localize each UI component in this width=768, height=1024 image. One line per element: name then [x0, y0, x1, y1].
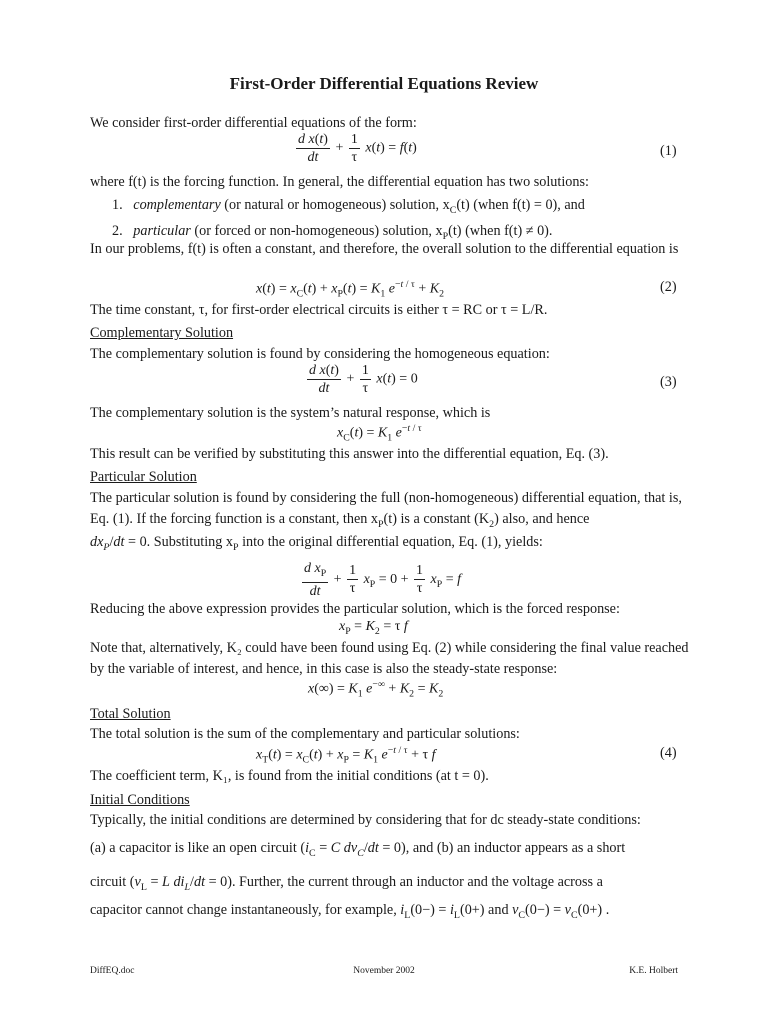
initial-text-1: Typically, the initial conditions are determined by considering that for dc steady-state conditions:	[90, 812, 641, 828]
equation-3-number: (3)	[660, 374, 677, 390]
particular-text-3: Reducing the above expression provides the particular solution, which is the forced response:	[90, 601, 620, 617]
footer-date: November 2002	[353, 966, 415, 976]
time-constant-text: The time constant, τ, for first-order electrical circuits is either τ = RC or τ = L/R.	[90, 302, 548, 318]
initial-text-2: (a) a capacitor is like an open circuit ($i_C = C$ $dv_C/dt = 0$), and (b) an inductor appears as a short	[90, 840, 626, 859]
heading-initial-conditions: Initial Conditions	[90, 792, 190, 808]
total-text-1: The total solution is the sum of the complementary and particular solutions:	[90, 726, 520, 742]
initial-text-4: capacitor cannot change instantaneously, for example, $i_L(0-) = i_L(0+)$ and $v_C(0-) = v_C(0+)$ .	[90, 902, 610, 921]
intro-text: We consider first-order differential equations of the form:	[90, 115, 417, 131]
equation-4: $x_T(t) = x_C(t) + x_P = K_1$ $e^{-t / \tau} + \tau$ f	[256, 745, 436, 766]
list-item: 2. particular (or forced or non-homogeneous) solution, $x_P(t)$ (when f(t) ≠ 0).	[112, 222, 553, 242]
equation-1-number: (1)	[660, 143, 677, 159]
list-item: 1. complementary (or natural or homogeneous) solution, $x_C(t)$ (when f(t) = 0), and	[112, 197, 585, 216]
complementary-text-3: This result can be verified by substituting this answer into the differential equation, Eq. (3).	[90, 446, 609, 462]
equation-1: $\frac{\text{d x(t)}}{dt}$ + $\frac{1}{\tau}$ x(t) = f(t)	[298, 132, 417, 165]
equation-steady-state: $x(\infty) = K_1$ $e^{-\infty} + K_2 = K_2$	[308, 679, 444, 700]
problems-text: In our problems, f(t) is often a constant, and therefore, the overall solution to the differential equation is	[90, 241, 679, 257]
complementary-text-1: The complementary solution is found by considering the homogeneous equation:	[90, 346, 550, 362]
equation-forced-response: $x_P = K_2 = \tau$ f	[339, 619, 408, 637]
equation-natural-response: $x_C(t) = K_1$ $e^{-t / \tau}$	[337, 423, 422, 444]
footer-author: K.E. Holbert	[629, 966, 678, 976]
equation-3: $\frac{\text{d x(t)}}{dt}$ + $\frac{1}{\tau}$ x(t) = 0	[309, 363, 418, 396]
forcing-function-text: where f(t) is the forcing function. In general, the differential equation has two solutions:	[90, 174, 589, 190]
document-title: First-Order Differential Equations Review	[229, 74, 539, 93]
equation-4-number: (4)	[660, 745, 677, 761]
heading-complementary-solution: Complementary Solution	[90, 325, 234, 341]
complementary-text-2: The complementary solution is the system’s natural response, which is	[90, 405, 491, 421]
equation-2: $x(t) = x_C(t) + x_P(t) = K_1$ $e^{-t / \tau} + K_2$	[256, 279, 444, 300]
equation-particular: $\frac{d x_P}{dt}$ + $\frac{1}{\tau}$ $x_P = 0$ + $\frac{1}{\tau}$ $x_P = f$	[304, 561, 462, 599]
total-text-2: The coefficient term, K₁, is found from the initial conditions (at t = 0).	[90, 768, 489, 784]
particular-text-4: Note that, alternatively, K₂ could have been found using Eq. (2) while considering the final value reached by the variable of interest, and hence, in this case is also the steady-state response:	[90, 640, 689, 677]
particular-text-2: $dx_P/dt = 0$. Substituting $x_P$ into the original differential equation, Eq. (1), yields:	[90, 534, 543, 553]
footer-filename: DiffEQ.doc	[90, 966, 135, 976]
heading-particular-solution: Particular Solution	[90, 469, 197, 485]
initial-text-3: circuit ($v_L = L$ $di_L/dt = 0$). Further, the current through an inductor and the voltage across a	[90, 874, 603, 893]
equation-2-number: (2)	[660, 279, 677, 295]
heading-total-solution: Total Solution	[90, 706, 171, 722]
particular-text-1: The particular solution is found by considering the full (non-homogeneous) differential equation, that is, Eq. (1). If the forcing function is a constant, then $x_P(t)$ is a constant $(K_2)$ also, and hence	[90, 490, 682, 530]
